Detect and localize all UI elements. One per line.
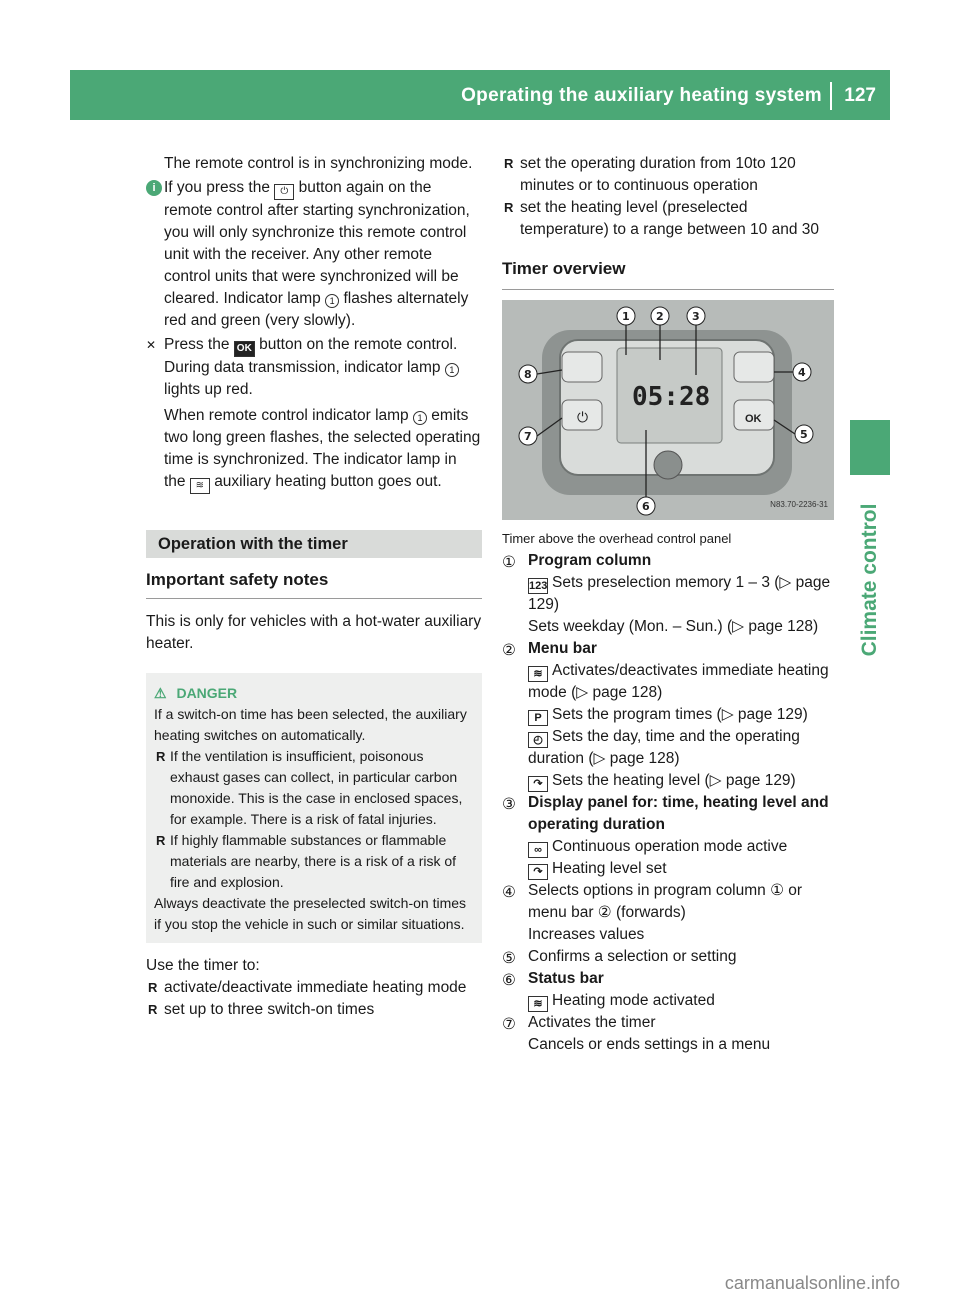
danger-intro: If a switch-on time has been selected, the auxiliary heating switches on automatically.	[154, 706, 467, 743]
svg-text:6: 6	[642, 500, 650, 513]
danger-box	[146, 673, 482, 943]
safety-text: This is only for vehicles with a hot-water auxiliary heater.	[146, 613, 482, 652]
danger-bullet: R If the ventilation is insufficient, poisonous exhaust gases can collect, in particular carbon monoxide. This is the case in enclosed spaces, for example. There is a risk of fatal injuries.	[156, 748, 463, 827]
legend-line: P Sets the program times (▷ page 129)	[528, 704, 834, 726]
svg-text:8: 8	[524, 368, 532, 381]
legend-line: ≋ Activates/deactivates immediate heating mode (▷ page 128)	[528, 662, 829, 701]
danger-bullet: R If highly flammable substances or flammable materials are nearby, there is a risk of a risk of fire and explosion.	[156, 832, 457, 890]
svg-text:3: 3	[692, 310, 700, 323]
legend-line: Sets weekday (Mon. – Sun.) (▷ page 128)	[528, 618, 819, 635]
legend-item-3	[502, 792, 834, 880]
svg-text:⏻: ⏻	[577, 409, 589, 425]
use-bullet: R set the operating duration from 10to 120 minutes or to continuous operation	[504, 155, 796, 194]
legend-symbol-icon: ◴	[528, 732, 548, 748]
step-press-ok: ✕ Press the OK button on the remote control. During data transmission, indicator lamp 1 lights up red. When remote control indicator lamp 1 emits two long green flashes, the selected operating time is synchronized. The indicator lamp in the ≋ auxiliary heating button goes out.	[146, 334, 482, 494]
ok-button-icon: OK	[234, 341, 255, 357]
legend-line: ↷ Heating level set	[528, 858, 834, 880]
svg-text:OK: OK	[745, 413, 762, 425]
legend-symbol-icon: 123	[529, 580, 548, 592]
svg-text:4: 4	[798, 366, 806, 379]
figure-code: N83.70-2236-31	[770, 500, 828, 509]
heating-button-icon: ≋	[190, 478, 210, 494]
figure-caption: Timer above the overhead control panel	[502, 531, 732, 546]
svg-text:5: 5	[800, 428, 808, 441]
legend-title: Program column	[528, 552, 652, 569]
legend-number: ⑦	[502, 1016, 516, 1033]
page-number: 127	[844, 85, 876, 106]
legend-number: ⑤	[502, 950, 516, 967]
header-divider	[830, 82, 832, 110]
legend-list	[502, 550, 834, 1056]
use-bullet: R set the heating level (preselected temperature) to a range between 10 and 30	[504, 199, 820, 238]
legend-item-6	[502, 968, 834, 1012]
legend-symbol-icon: ↷	[528, 776, 548, 792]
legend-symbol-icon: ↷	[528, 864, 548, 880]
legend-number: ①	[502, 554, 516, 571]
legend-item-5	[502, 946, 834, 968]
callout-1-icon: 1	[325, 294, 339, 308]
info-icon: i	[146, 180, 162, 196]
step-arrow-icon: ✕	[146, 338, 157, 352]
legend-item-7	[502, 1012, 834, 1056]
legend-title: Display panel for: time, heating level and operating duration	[528, 794, 829, 833]
legend-line: Cancels or ends settings in a menu	[528, 1036, 771, 1053]
legend-symbol-icon: ≋	[528, 666, 548, 682]
left-column	[146, 153, 482, 1021]
power-button-icon: ⏻	[274, 184, 294, 200]
legend-item-4	[502, 880, 834, 946]
section-heading: Operation with the timer	[146, 530, 482, 558]
legend-title: Status bar	[528, 970, 604, 987]
legend-line: Selects options in program column ① or menu bar ② (forwards)	[528, 882, 803, 921]
legend-line: 123 Sets preselection memory 1 – 3 (▷ page 129)	[528, 574, 831, 613]
legend-number: ⑥	[502, 972, 516, 989]
subsection-heading: Important safety notes	[146, 558, 482, 599]
legend-item-1	[502, 550, 834, 638]
chapter-side-label: Climate control	[858, 503, 881, 657]
danger-outro: Always deactivate the preselected switch-on times if you stop the vehicle in such or similar situations.	[154, 895, 467, 932]
legend-line: Confirms a selection or setting	[528, 948, 737, 965]
legend-item-2	[502, 638, 834, 792]
warning-triangle-icon: ⚠	[154, 685, 167, 701]
timer-illustration	[502, 300, 834, 520]
info-note: i If you press the ⏻ button again on the remote control after starting synchronization, you will only synchronize this remote control unit with the receiver. Any other remote control units that were synchronized will be cleared. Indicator lamp 1 flashes alternately red and green (very slowly).	[146, 177, 482, 332]
sync-mode-text: The remote control is in synchronizing mode.	[164, 155, 473, 172]
legend-line: Activates the timer	[528, 1014, 656, 1031]
legend-number: ②	[502, 642, 516, 659]
timer-overview-heading: Timer overview	[502, 257, 834, 290]
legend-symbol-icon: ∞	[528, 842, 548, 858]
legend-number: ④	[502, 884, 516, 901]
legend-symbol-icon: ≋	[528, 996, 548, 1012]
callout-1-icon: 1	[445, 363, 459, 377]
page-title: Operating the auxiliary heating system	[461, 85, 822, 106]
svg-text:1: 1	[622, 310, 630, 323]
legend-line: ◴ Sets the day, time and the operating duration (▷ page 128)	[528, 728, 800, 767]
danger-heading: ⚠ DANGER	[154, 683, 472, 704]
timer-figure	[502, 300, 834, 520]
legend-line: ↷ Sets the heating level (▷ page 129)	[528, 770, 834, 792]
page-header	[70, 70, 890, 120]
use-bullet: R activate/deactivate immediate heating mode	[148, 979, 467, 996]
use-bullet: R set up to three switch-on times	[148, 1001, 375, 1018]
svg-text:7: 7	[524, 430, 532, 443]
chapter-tab-marker	[850, 420, 890, 475]
right-column	[502, 153, 834, 1056]
callout-1-icon: 1	[413, 411, 427, 425]
legend-symbol-icon: P	[528, 710, 548, 726]
lcd-time: 05:28	[632, 382, 711, 412]
footer-watermark: carmanualsonline.info	[724, 1273, 900, 1293]
use-intro: Use the timer to:	[146, 957, 260, 974]
legend-line: Increases values	[528, 926, 645, 943]
legend-line: ∞ Continuous operation mode active	[528, 836, 834, 858]
legend-number: ③	[502, 796, 516, 813]
svg-text:2: 2	[656, 310, 664, 323]
legend-line: ≋ Heating mode activated	[528, 990, 834, 1012]
legend-title: Menu bar	[528, 640, 597, 657]
